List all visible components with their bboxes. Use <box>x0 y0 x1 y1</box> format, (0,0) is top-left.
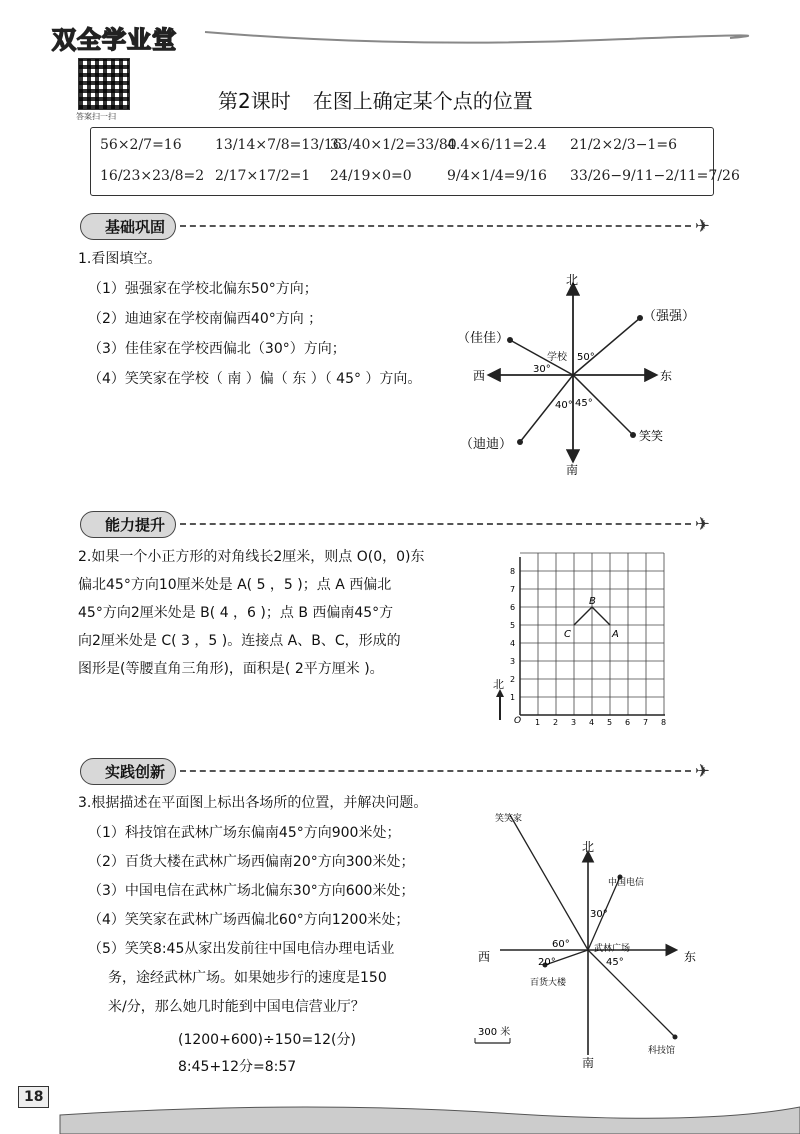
x-tick-label: 4 <box>589 718 595 725</box>
calc-item: 33/26−9/11−2/11=7/26 <box>570 168 740 184</box>
answer-calc: (1200+600)÷150=12(分) <box>178 1032 356 1048</box>
qr-caption: 答案扫一扫 <box>76 112 116 121</box>
grid-north-label: 北 <box>493 678 504 691</box>
label-jiajia: （佳佳） <box>457 331 510 346</box>
brand-logo: 双全学业堂 <box>52 26 177 54</box>
origin-label: O <box>514 716 522 725</box>
question-1-title: 1.看图填空。 <box>78 251 162 267</box>
x-tick-label: 3 <box>571 718 577 725</box>
point-c-label: C <box>564 629 571 640</box>
map-east: 东 <box>684 950 697 964</box>
qr-code[interactable] <box>78 58 130 110</box>
section-title: 基础巩固 <box>80 213 176 240</box>
question-3-title: 3.根据描述在平面图上标出各场所的位置，并解决问题。 <box>78 795 428 811</box>
y-tick-label: 4 <box>510 639 516 648</box>
x-tick-label: 8 <box>661 718 667 725</box>
map-west: 西 <box>478 950 491 964</box>
map-scale-label: 300 米 <box>478 1027 511 1038</box>
question-2-line: 2.如果一个小正方形的对角线长2厘米，则点 O(0，0)东 <box>78 549 425 565</box>
calc-item: 21/2×2/3−1=6 <box>570 137 677 153</box>
section-basics-header <box>80 212 710 240</box>
map-north: 北 <box>582 840 595 854</box>
y-tick-label: 3 <box>510 657 516 666</box>
question-1-item: （1）强强家在学校北偏东50°方向； <box>88 281 318 297</box>
question-3-item: （3）中国电信在武林广场北偏东30°方向600米处； <box>88 883 415 899</box>
map-diagram <box>470 805 720 1070</box>
label-school: 学校 <box>547 352 567 363</box>
y-tick-label: 5 <box>510 621 516 630</box>
angle-label: 45° <box>606 957 624 968</box>
angle-label: 30° <box>590 909 608 920</box>
label-qiangqiang: （强强） <box>643 309 696 324</box>
lesson-title: 第2课时 在图上确定某个点的位置 <box>218 89 533 113</box>
label-east: 东 <box>660 369 673 383</box>
y-tick-label: 6 <box>510 603 516 612</box>
question-1-item: （3）佳佳家在学校西偏北（30°）方向； <box>88 341 346 357</box>
question-1-item: （4）笑笑家在学校（ 南 ）偏（ 东 ）（ 45° ）方向。 <box>88 371 422 387</box>
map-south: 南 <box>582 1056 595 1070</box>
x-tick-label: 2 <box>553 718 559 725</box>
map-telecom-label: 中国电信 <box>608 878 645 888</box>
y-tick-label: 1 <box>510 693 516 702</box>
question-3-item: （2）百货大楼在武林广场西偏南20°方向300米处； <box>88 854 415 870</box>
x-tick-label: 6 <box>625 718 631 725</box>
angle-label: 30° <box>533 364 551 375</box>
divider <box>180 770 691 772</box>
question-2-line: 45°方向2厘米处是 B( 4 ，6 )；点 B 西偏南45°方 <box>78 605 394 621</box>
y-tick-label: 7 <box>510 585 516 594</box>
label-north: 北 <box>566 273 579 287</box>
question-2-line: 偏北45°方向10厘米处是 A( 5 ，5 )；点 A 西偏北 <box>78 577 392 593</box>
question-3-item: 米/分，那么她几时能到中国电信营业厅？ <box>108 999 365 1015</box>
grid-diagram <box>490 545 680 725</box>
calc-item: 24/19×0=0 <box>330 168 412 184</box>
question-3-item: （4）笑笑家在武林广场西偏北60°方向1200米处； <box>88 912 410 928</box>
map-xiaoxiao-label: 笑笑家 <box>495 814 523 824</box>
question-3-item: 务，途经武林广场。如果她步行的速度是150 <box>108 970 387 986</box>
label-west: 西 <box>473 369 486 383</box>
section-practice-header <box>80 757 710 785</box>
answer-calc: 8:45+12分=8:57 <box>178 1059 297 1075</box>
question-3-item: （5）笑笑8:45从家出发前往中国电信办理电话业 <box>88 941 395 957</box>
header-decoration <box>0 0 800 60</box>
plane-icon: ✈ <box>694 215 710 237</box>
y-tick-label: 2 <box>510 675 516 684</box>
label-xiaoxiao: 笑笑 <box>639 429 664 443</box>
angle-label: 50° <box>577 352 595 363</box>
calc-item: 13/14×7/8=13/16 <box>215 137 342 153</box>
question-3-item: （1）科技馆在武林广场东偏南45°方向900米处； <box>88 825 401 841</box>
y-tick-label: 8 <box>510 567 516 576</box>
calc-item: 16/23×23/8=2 <box>100 168 205 184</box>
label-didi: （迪迪） <box>460 437 513 452</box>
point-a-label: A <box>612 629 619 640</box>
page-number: 18 <box>18 1086 49 1108</box>
footer-grass <box>0 1095 800 1134</box>
plane-icon: ✈ <box>694 513 710 535</box>
map-museum-label: 科技馆 <box>648 1046 676 1056</box>
section-title: 实践创新 <box>80 758 176 785</box>
question-2-line: 图形是(等腰直角三角形)，面积是( 2平方厘米 )。 <box>78 661 384 677</box>
x-tick-label: 7 <box>643 718 649 725</box>
question-2-line: 向2厘米处是 C( 3 ，5 )。连接点 A、B、C，形成的 <box>78 633 401 649</box>
section-ability-header <box>80 510 710 538</box>
section-title: 能力提升 <box>80 511 176 538</box>
question-1-item: （2）迪迪家在学校南偏西40°方向 ； <box>88 311 323 327</box>
point-b-label: B <box>589 596 596 607</box>
plane-icon: ✈ <box>694 760 710 782</box>
calc-item: 2/17×17/2=1 <box>215 168 311 184</box>
divider <box>180 225 691 227</box>
divider <box>180 523 691 525</box>
angle-label: 40° <box>555 400 573 411</box>
map-store-label: 百货大楼 <box>530 978 567 988</box>
x-tick-label: 5 <box>607 718 613 725</box>
label-south: 南 <box>566 463 579 477</box>
map-center-label: 武林广场 <box>594 944 631 954</box>
x-tick-label: 1 <box>535 718 541 725</box>
calc-item: 56×2/7=16 <box>100 137 182 153</box>
calc-item: 4.4×6/11=2.4 <box>447 137 547 153</box>
compass-diagram <box>455 270 725 485</box>
angle-label: 45° <box>575 398 593 409</box>
calc-item: 9/4×1/4=9/16 <box>447 168 547 184</box>
calc-item: 33/40×1/2=33/80 <box>330 137 457 153</box>
angle-label: 60° <box>552 939 570 950</box>
angle-label: 20° <box>538 957 556 968</box>
